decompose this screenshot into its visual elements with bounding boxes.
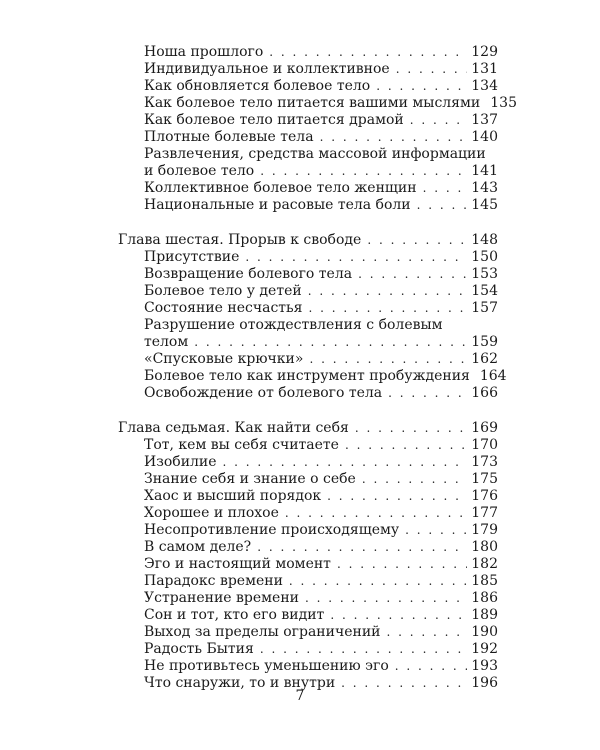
dot-leader: [417, 197, 468, 214]
toc-entry-title: В самом деле?: [144, 539, 252, 555]
dot-leader: [327, 488, 467, 505]
toc-entry-title: Возвращение болевого тела: [144, 266, 353, 282]
toc-entry-title: Плотные болевые тела: [144, 129, 314, 145]
dot-leader: [410, 112, 468, 129]
toc-entry-title: Несопротивление происходящему: [144, 522, 400, 538]
toc-entry-page: 176: [471, 488, 498, 504]
toc-entry-title: телом: [144, 334, 189, 350]
toc-entry-page: 180: [471, 539, 498, 555]
toc-entry-page: 154: [471, 283, 498, 299]
toc-entry[interactable]: [118, 385, 498, 402]
dot-leader: [395, 658, 468, 675]
dot-leader: [358, 266, 467, 283]
dot-leader: [396, 61, 468, 78]
toc-entry-page: 148: [471, 232, 498, 248]
toc-entry[interactable]: [118, 180, 498, 197]
toc-entry[interactable]: [118, 283, 498, 300]
toc-entry[interactable]: [118, 78, 498, 95]
toc-entry-page: 182: [471, 556, 498, 572]
dot-leader: [345, 437, 467, 454]
dot-leader: [245, 249, 467, 266]
section-gap: [118, 402, 498, 420]
toc-entry-title: Не противьтесь уменьшению эго: [144, 658, 389, 674]
dot-leader: [376, 78, 467, 95]
toc-entry-title: Разрушение отождествления с болевым: [144, 317, 443, 333]
dot-leader: [308, 283, 468, 300]
dot-leader: [423, 180, 468, 197]
toc-entry[interactable]: [118, 556, 498, 573]
toc-entry[interactable]: [118, 129, 498, 146]
toc-entry[interactable]: [118, 368, 507, 385]
toc-entry[interactable]: [118, 300, 498, 317]
toc-entry-page: 145: [471, 197, 498, 213]
toc-entry-title: Знание себя и знание о себе: [144, 471, 356, 487]
dot-leader: [257, 539, 467, 556]
toc-entry-title: Освобождение от болевого тела: [144, 385, 383, 401]
toc-entry-title: Выход за пределы ограничений: [144, 624, 381, 640]
dot-leader: [388, 385, 467, 402]
toc-entry[interactable]: [118, 658, 498, 675]
toc-entry[interactable]: [118, 641, 498, 658]
toc-entry-page: 140: [471, 129, 498, 145]
toc-entry[interactable]: [118, 590, 498, 607]
dot-leader: [309, 351, 467, 368]
dot-leader: [387, 624, 468, 641]
toc-chapter-entry[interactable]: [118, 420, 498, 437]
toc-entry-page: 164: [479, 368, 507, 384]
section-gap: [118, 214, 498, 232]
toc-entry-title: Изобилие: [144, 454, 217, 470]
dot-leader: [320, 129, 468, 146]
toc-entry-title: Состояние несчастья: [144, 300, 303, 316]
toc-entry[interactable]: [118, 197, 498, 214]
toc-entry-page: 157: [471, 300, 498, 316]
toc-entry-page: 159: [471, 334, 498, 350]
toc-entry[interactable]: [118, 146, 498, 163]
toc-entry[interactable]: [118, 539, 498, 556]
toc-entry-title: Болевое тело как инструмент пробуждения: [144, 368, 470, 384]
toc-entry-page: 179: [471, 522, 498, 538]
toc-entry-page: 173: [471, 454, 498, 470]
toc-entry-page: 166: [471, 385, 498, 401]
toc-entry-title: Глава шестая. Прорыв к свободе: [118, 232, 362, 248]
toc-entry-page: 177: [471, 505, 498, 521]
toc-entry[interactable]: [118, 249, 498, 266]
toc-entry-title: Как обновляется болевое тело: [144, 78, 371, 94]
dot-leader: [269, 44, 467, 61]
toc-entry-page: 134: [471, 78, 498, 94]
toc-entry-page: 129: [471, 44, 498, 60]
toc-entry-page: 175: [471, 471, 498, 487]
toc-entry-title: Парадокс времени: [144, 573, 283, 589]
toc-entry-title: Устранение времени: [144, 590, 299, 606]
toc-entry-page: 186: [471, 590, 498, 606]
toc-entry-page: 131: [471, 61, 498, 77]
toc-entry-page: 150: [471, 249, 498, 265]
toc-entry[interactable]: [118, 607, 498, 624]
toc-entry-page: 190: [471, 624, 498, 640]
toc-entry[interactable]: [118, 573, 498, 590]
toc-entry[interactable]: [118, 163, 498, 180]
dot-leader: [405, 522, 467, 539]
dot-leader: [305, 590, 467, 607]
toc-entry-title: Коллективное болевое тело женщин: [144, 180, 417, 196]
dot-leader: [330, 607, 467, 624]
toc-entry[interactable]: [118, 624, 498, 641]
toc-entry-page: 193: [471, 658, 498, 674]
toc-entry-title: Как болевое тело питается драмой: [144, 112, 404, 128]
toc-entry-title: Что снаружи, то и внутри: [144, 675, 336, 691]
toc-entry[interactable]: [118, 488, 498, 505]
toc-entry-title: Развлечения, средства массовой информации: [144, 146, 486, 162]
dot-leader: [355, 420, 467, 437]
toc-entry-page: 135: [490, 95, 517, 111]
toc-entry[interactable]: [118, 437, 498, 454]
toc-entry-page: 169: [471, 420, 498, 436]
dot-leader: [367, 232, 467, 249]
toc-entry-title: Ноша прошлого: [144, 44, 264, 60]
toc-entry-page: 153: [471, 266, 498, 282]
toc-entry[interactable]: [118, 95, 517, 112]
toc-entry[interactable]: [118, 44, 498, 61]
toc-entry-page: 143: [471, 180, 498, 196]
dot-leader: [308, 300, 467, 317]
toc-entry-title: Болевое тело у детей: [144, 283, 302, 299]
dot-leader: [362, 471, 467, 488]
toc-entry[interactable]: [118, 112, 498, 129]
toc-entry-page: 141: [471, 163, 498, 179]
dot-leader: [194, 334, 467, 351]
toc-entry[interactable]: [118, 471, 498, 488]
dot-leader: [260, 163, 467, 180]
toc-entry[interactable]: [118, 334, 498, 351]
toc-entry-page: 170: [471, 437, 498, 453]
toc-entry-title: Хорошее и плохое: [144, 505, 279, 521]
dot-leader: [289, 573, 467, 590]
toc-entry-title: Радость Бытия: [144, 641, 254, 657]
toc-entry-title: Глава седьмая. Как найти себя: [118, 420, 349, 436]
dot-leader: [223, 454, 468, 471]
dot-leader: [260, 641, 467, 658]
toc-entry-title: Хаос и высший порядок: [144, 488, 322, 504]
dot-leader: [285, 505, 467, 522]
toc-entry-title: и болевое тело: [144, 163, 255, 179]
page-number: 7: [295, 688, 305, 704]
toc-entry-page: 192: [471, 641, 498, 657]
dot-leader: [337, 556, 467, 573]
toc-entry[interactable]: [118, 317, 498, 334]
toc-entry-title: «Спусковые крючки»: [144, 351, 304, 367]
toc-entry-title: Тот, кем вы себя считаете: [144, 437, 339, 453]
toc-entry[interactable]: [118, 454, 498, 471]
table-of-contents: [118, 44, 517, 692]
toc-entry-title: Индивидуальное и коллективное: [144, 61, 390, 77]
toc-entry[interactable]: [118, 505, 498, 522]
toc-entry[interactable]: [118, 522, 498, 539]
toc-entry-page: 162: [471, 351, 498, 367]
toc-entry-page: 189: [471, 607, 498, 623]
toc-entry[interactable]: [118, 61, 498, 78]
toc-entry[interactable]: [118, 266, 498, 283]
toc-entry-title: Национальные и расовые тела боли: [144, 197, 411, 213]
toc-entry-title: Как болевое тело питается вашими мыслями: [144, 95, 481, 111]
toc-entry-page: 196: [471, 675, 498, 691]
toc-chapter-entry[interactable]: [118, 232, 498, 249]
toc-entry-page: 137: [471, 112, 498, 128]
toc-entry-page: 185: [471, 573, 498, 589]
toc-entry[interactable]: [118, 351, 498, 368]
toc-entry-title: Сон и тот, кто его видит: [144, 607, 325, 623]
toc-entry-title: Присутствие: [144, 249, 240, 265]
toc-entry-title: Эго и настоящий момент: [144, 556, 331, 572]
